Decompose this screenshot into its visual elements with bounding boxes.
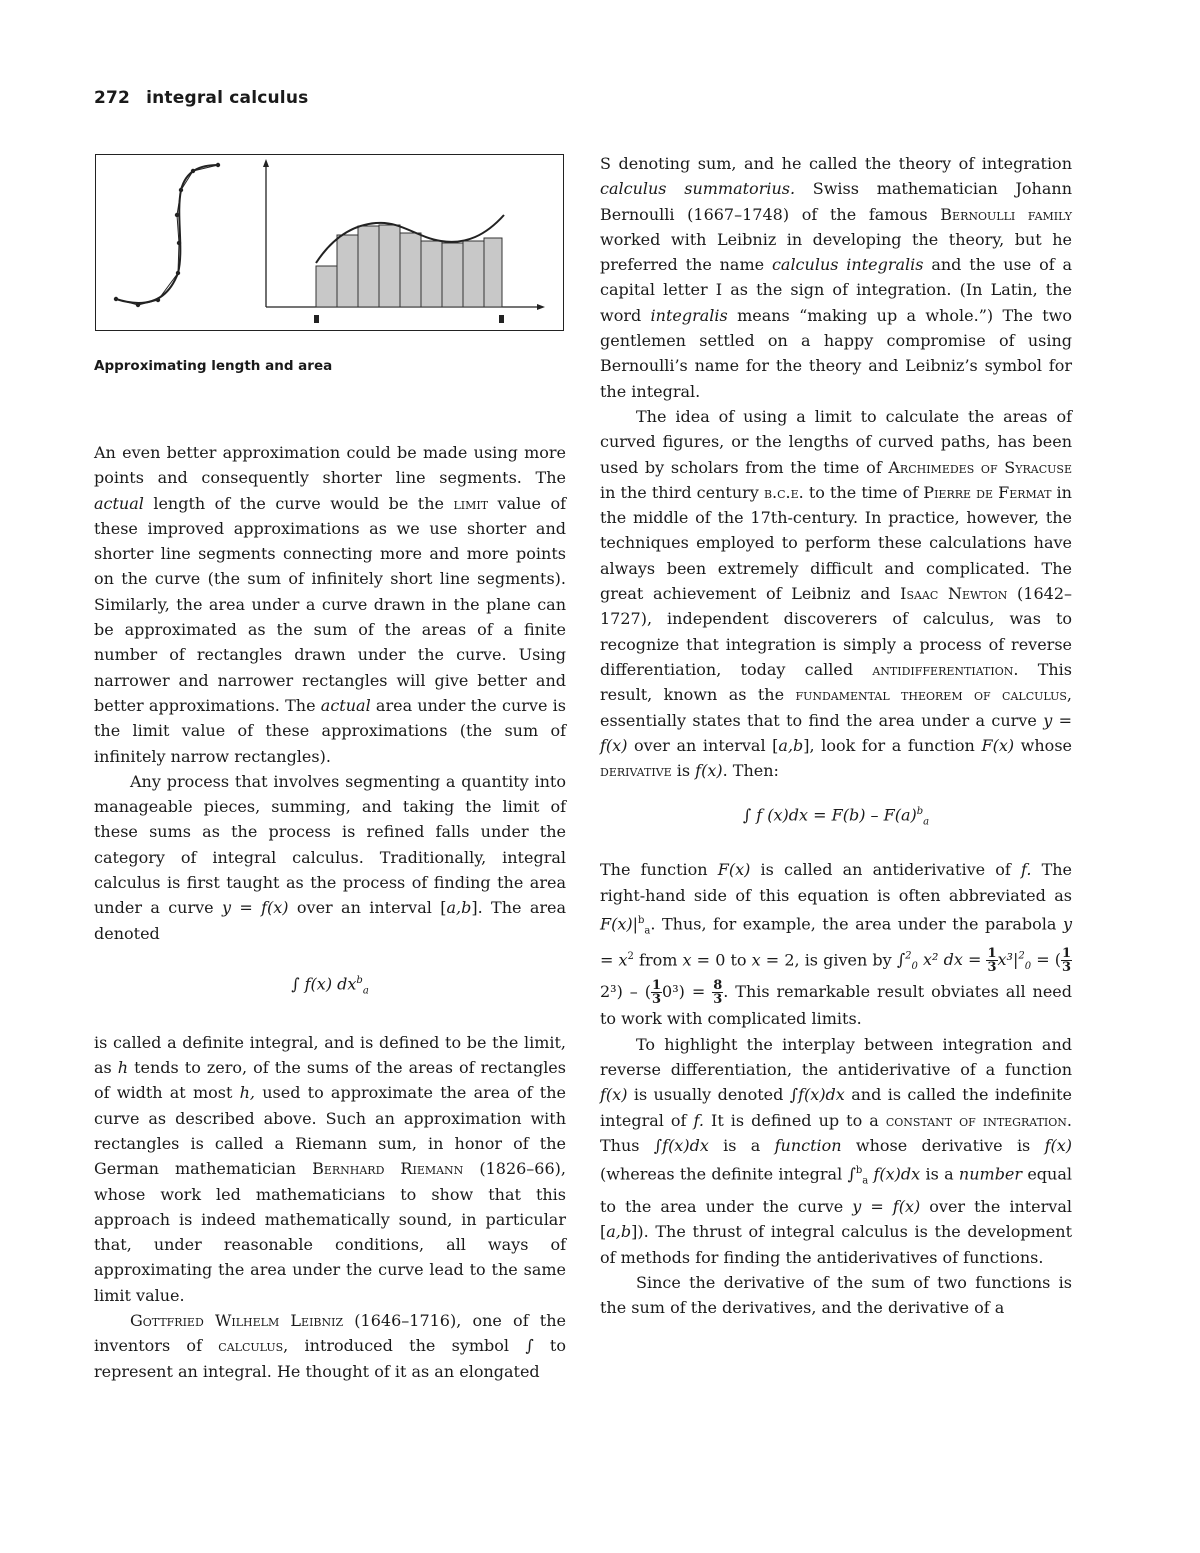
left-column	[94, 440, 566, 1384]
right-paragraph-4: To highlight the interplay between integration and reverse differentiation, the antiderivative of a function f(x) is usually denoted ∫f(x)dx and is called the indefinite integral of f. It is defined up to a constant of integration. Thus ∫f(x)dx is a function whose derivative is f(x) (whereas the definite integral ∫$^b_a$ f(x)dx is a number equal to the area under the curve y = f(x) over the interval [a,b]). The thrust of integral calculus is the development of methods for finding the antiderivatives of functions.	[600, 1034, 1073, 1267]
equation-parabola-area: ∫$^2_0$ x² dx = $\frac{1}{3}$ $x^3|^2_0$ = ( $\frac{1}{3}$ 2³) – ( $\frac{1}{3}$ 0³) = $\frac{8}{3}$	[600, 945, 1072, 1008]
fraction-one-third-b: $\frac{1}{3}$	[1061, 945, 1072, 975]
figure-caption: Approximating length and area	[94, 358, 333, 374]
page-number: 272	[94, 88, 131, 108]
equation-definite-integral: ∫ f(x) $dx^b_a$	[291, 974, 369, 997]
fraction-eight-thirds: $\frac{8}{3}$	[713, 978, 723, 1008]
right-column	[600, 151, 1072, 1321]
fraction-one-third: $\frac{1}{3}$	[987, 945, 997, 975]
fraction-one-third-c: $\frac{1}{3}$	[651, 978, 662, 1008]
s-curve	[116, 165, 218, 303]
figure-illustration	[96, 155, 565, 332]
right-paragraph-1: S denoting sum, and he called the theory of integration calculus summatorius. Swiss mathematician Johann Bernoulli (1667–1748) of the famous Bernoulli family worked with Leibniz in developing the theory, but he preferred the name calculus integralis and the use of a capital letter I as the sign of integration. (In Latin, the word integralis means “making up a whole.”) The two gentlemen settled on a happy compromise of using Bernoulli’s name for the theory and Leibniz’s symbol for the integral.	[600, 154, 1073, 401]
left-paragraph-1: An even better approximation could be made using more points and consequently shorter line segments. The actual length of the curve would be the limit value of these improved approximations as we use shorter and shorter line segments connecting more and more points on the curve (the sum of infinitely short line segments). Similarly, the area under a curve drawn in the plane can be approximated as the sum of the areas of a finite number of rectangles drawn under the curve. Using narrower and narrower rectangles will give better and better approximations. The actual area under the curve is the limit value of these approximations (the sum of infinitely narrow rectangles).	[94, 443, 567, 766]
right-paragraph-2: The idea of using a limit to calculate the areas of curved figures, or the lengths of curved paths, has been used by scholars from the time of Archimedes of Syracuse in the third century b.c.e. to the time of Pierre de Fermat in the middle of the 17th-century. In practice, however, the techniques employed to perform these calculations have always been extremely difficult and complicated. The great achievement of Leibniz and Isaac Newton (1642–1727), independent discoverers of calculus, was to recognize that integration is simply a process of reverse differentiation, today called antidifferentiation. This result, known as the fundamental theorem of calculus, essentially states that to find the area under a curve y = f(x) over an interval [a,b], look for a function F(x) whose derivative is f(x). Then:	[600, 406, 1073, 781]
tick-a-marker	[314, 315, 319, 323]
running-title: integral calculus	[146, 88, 309, 108]
figure-approximating-length-area	[95, 154, 564, 331]
right-paragraph-5: Since the derivative of the sum of two functions is the sum of the derivatives, and the derivative of a	[600, 1272, 1072, 1318]
s-curve-points	[114, 163, 220, 307]
tick-b-marker	[499, 315, 504, 323]
left-paragraph-4: Gottfried Wilhelm Leibniz (1646–1716), one of the inventors of calculus, introduced the symbol ∫ to represent an integral. He thought of it as an elongated	[94, 1311, 566, 1381]
left-paragraph-3: is called a definite integral, and is defined to be the limit, as h tends to zero, of the sums of the areas of rectangles of width at most h, used to approximate the area of the curve as described above. Such an approximation with rectangles is called a Riemann sum, in honor of the German mathematician Bernhard Riemann (1826–66), whose work led mathematicians to show that this approach is indeed mathematically sound, in particular that, under reasonable conditions, all ways of approximating the area under the curve lead to the same limit value.	[94, 1032, 566, 1305]
running-header	[94, 88, 308, 108]
left-paragraph-2: Any process that involves segmenting a quantity into manageable pieces, summing, and taking the limit of these sums as the process is refined falls under the category of integral calculus. Traditionally, integral calculus is first taught as the process of finding the area under a curve y = f(x) over an interval [a,b]. The area denoted	[94, 771, 567, 943]
y-axis-arrow	[263, 159, 269, 167]
s-curve-segments	[116, 165, 218, 305]
x-axis-arrow	[537, 304, 545, 310]
equation-fundamental-theorem: ∫ f $(x)dx = F(b) - F(a)^b_a$	[742, 805, 930, 828]
right-paragraph-3: The function F(x) is called an antiderivative of f. The right-hand side of this equation is often abbreviated as $F(x)|^b_a$. Thus, for example, the area under the parabola $y = x^2$ from x = 0 to x = 2, is given by ∫$^2_0$ x² dx = $\frac{1}{3}$ $x^3|^2_0$ = ( $\frac{1}{3}$ 2³) – ( $\frac{1}{3}$ 0³) = $\frac{8}{3}$ . This remarkable result obviates all need to work with complicated limits.	[600, 860, 1073, 1029]
